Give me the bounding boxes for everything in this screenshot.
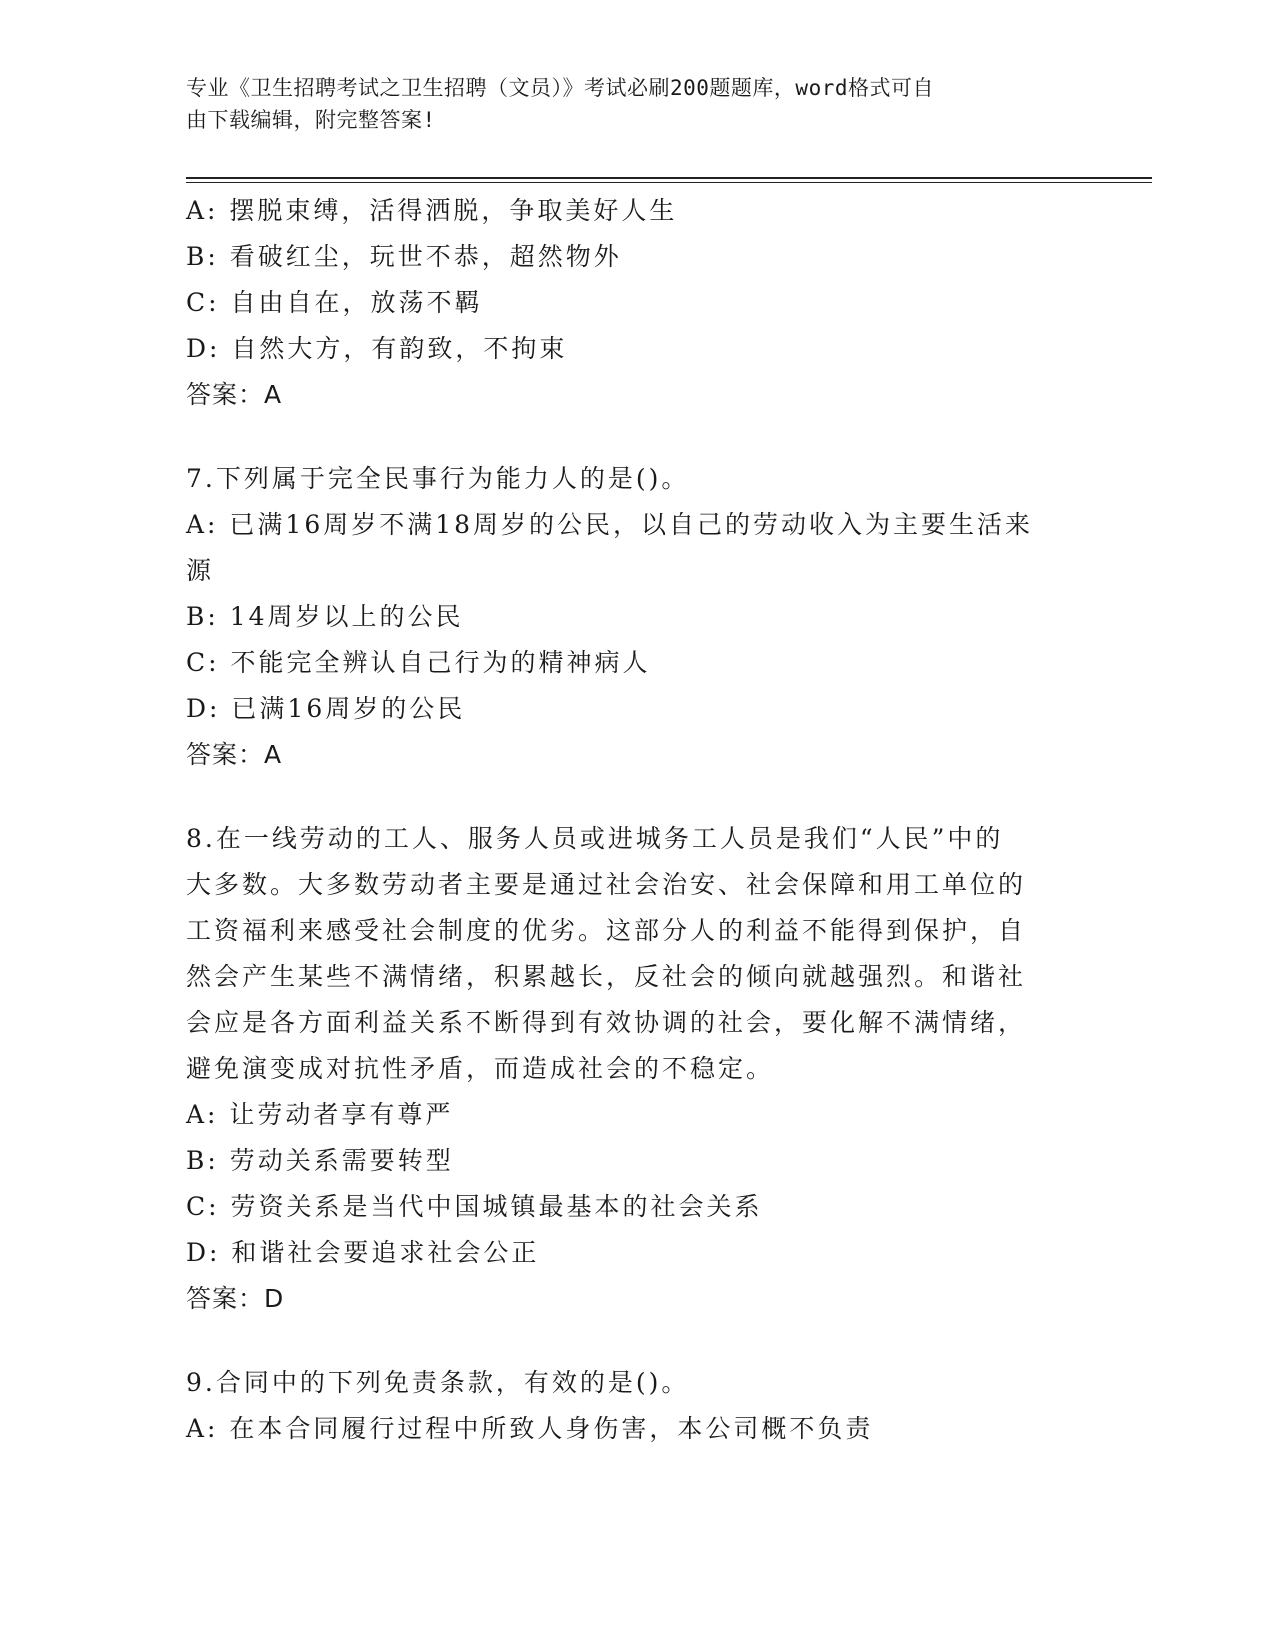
question-stem-line: 工资福利来感受社会制度的优劣。这部分人的利益不能得到保护，自 [186, 916, 1027, 945]
option-c: C: 不能完全辨认自己行为的精神病人 [186, 648, 651, 677]
question-stem-line: 大多数。大多数劳动者主要是通过社会治安、社会保障和用工单位的 [186, 870, 1027, 899]
option-b: B: 14周岁以上的公民 [186, 602, 464, 631]
answer: 答案：D [186, 1284, 285, 1313]
option-c: C: 劳资关系是当代中国城镇最基本的社会关系 [186, 1192, 763, 1221]
option-b: B: 劳动关系需要转型 [186, 1146, 454, 1175]
option-d: D: 已满16周岁的公民 [186, 694, 466, 723]
question-content [186, 188, 1086, 1452]
option-b: B: 看破红尘，玩世不恭，超然物外 [186, 242, 622, 271]
spacer [186, 778, 1086, 816]
option-a: A: 让劳动者享有尊严 [186, 1100, 454, 1129]
question-stem: 9.合同中的下列免责条款，有效的是()。 [186, 1368, 690, 1397]
option-a: A: 已满16周岁不满18周岁的公民，以自己的劳动收入为主要生活来 [186, 510, 1034, 539]
question-stem-line: 然会产生某些不满情绪，积累越长，反社会的倾向就越强烈。和谐社 [186, 962, 1027, 991]
option-a: A: 摆脱束缚，活得洒脱，争取美好人生 [186, 196, 678, 225]
question-8 [186, 816, 1086, 1322]
document-header [186, 72, 1086, 136]
option-a: A: 在本合同履行过程中所致人身伤害，本公司概不负责 [186, 1414, 874, 1443]
spacer [186, 1322, 1086, 1360]
answer: 答案：A [186, 380, 283, 409]
spacer [186, 418, 1086, 456]
header-divider-thick [186, 177, 1152, 179]
option-a-continued: 源 [186, 556, 215, 585]
header-divider-thin [186, 182, 1152, 183]
option-d: D: 自然大方，有韵致，不拘束 [186, 334, 568, 363]
question-stem-line: 会应是各方面利益关系不断得到有效协调的社会，要化解不满情绪， [186, 1008, 1027, 1037]
question-stem-line: 8.在一线劳动的工人、服务人员或进城务工人员是我们“人民”中的 [186, 824, 1004, 853]
answer: 答案：A [186, 740, 283, 769]
question-7 [186, 456, 1086, 778]
header-line-1: 专业《卫生招聘考试之卫生招聘（文员）》考试必刷200题题库，word格式可自 [186, 76, 934, 100]
option-c: C: 自由自在，放荡不羁 [186, 288, 483, 317]
question-6 [186, 188, 1086, 418]
question-stem-line: 避免演变成对抗性矛盾，而造成社会的不稳定。 [186, 1054, 775, 1083]
header-line-2: 由下载编辑，附完整答案! [186, 108, 436, 132]
option-d: D: 和谐社会要追求社会公正 [186, 1238, 540, 1267]
question-9 [186, 1360, 1086, 1452]
question-stem: 7.下列属于完全民事行为能力人的是()。 [186, 464, 690, 493]
